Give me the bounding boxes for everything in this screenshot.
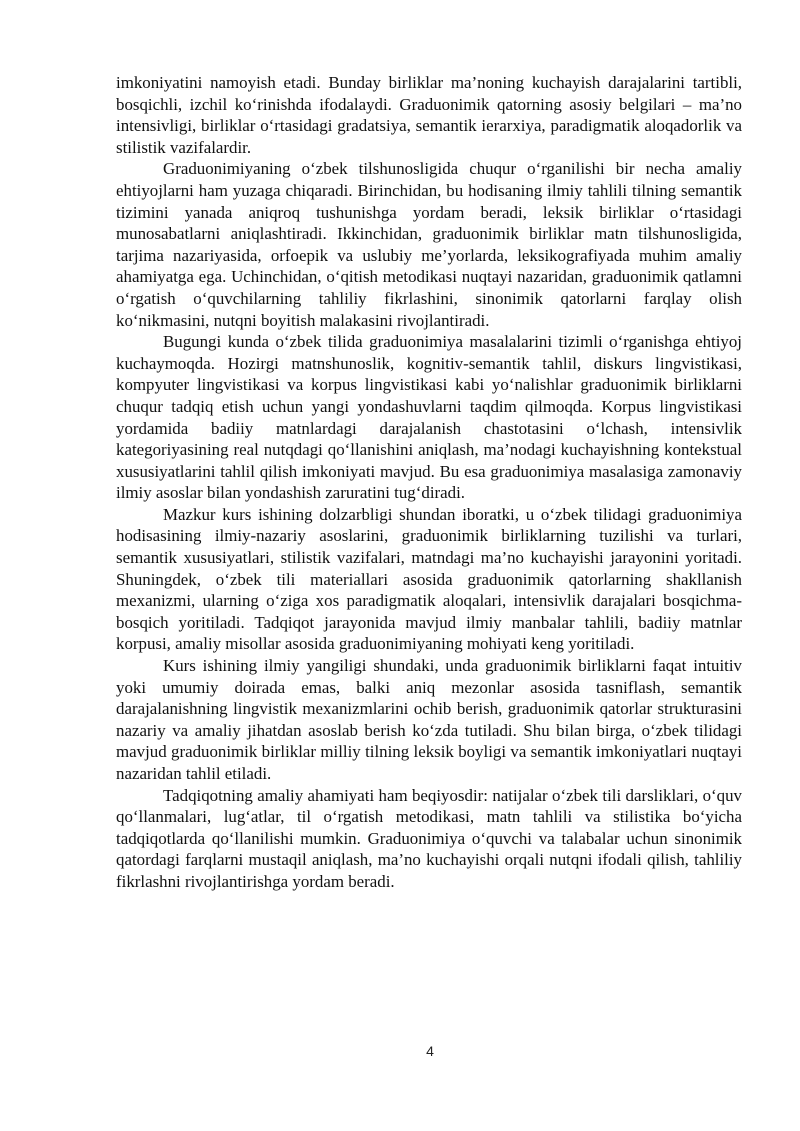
paragraph-continuation: imkoniyatini namoyish etadi. Bunday birliklar ma’noning kuchayish darajalarini tartibli, bosqichli, izchil ko‘rinishda ifodalaydi. Graduonimik qatorning asosiy belgilari – ma’no intensivligi, birliklar o‘rtasidagi gradatsiya, semantik ierarxiya, paradigmatik aloqadorlik va stilistik vazifalardir. xyxy=(116,73,742,157)
body-text xyxy=(116,72,742,893)
paragraph-relevance: Mazkur kurs ishining dolzarbligi shundan iboratki, u o‘zbek tilidagi graduonimiya hodisasining ilmiy-nazariy asoslarini, graduonimik birliklarning tuzilishi va turlari, semantik xususiyatlari, stilistik vazifalari, matndagi ma’no kuchayishi jarayonini yoritadi. Shuningdek, o‘zbek tili materiallari asosida graduonimik qatorlarning shakllanish mexanizmi, ularning o‘ziga xos paradigmatik aloqalari, intensivlik darajalari bosqichma-bosqich yoritiladi. Tadqiqot jarayonida mavjud ilmiy manbalar tahlili, badiiy matnlar korpusi, amaliy misollar asosida graduonimiyaning mohiyati keng yoritiladi. xyxy=(116,504,742,654)
paragraph-practical-significance: Tadqiqotning amaliy ahamiyati ham beqiyosdir: natijalar o‘zbek tili darsliklari, o‘quv qo‘llanmalari, lug‘atlar, til o‘rgatish metodikasi, matn tahlili va stilistika bo‘yicha tadqiqotlarda qo‘llanilishi mumkin. Graduonimiya o‘quvchi va talabalar uchun sinonimik qatordagi farqlarni mustaqil aniqlash, ma’no kuchayishi orqali nutqni ifodali qilish, tahliliy fikrlashni rivojlantirishga yordam beradi. xyxy=(116,785,742,891)
paragraph-scientific-novelty: Kurs ishining ilmiy yangiligi shundaki, unda graduonimik birliklarni faqat intuitiv yoki umumiy doirada emas, balki aniq mezonlar asosida tasniflash, semantik darajalanishning lingvistik mexanizmlarini ochib berish, graduonimik qatorlar strukturasini nazariy va amaliy jihatdan asoslab berish ko‘zda tutiladi. Shu bilan birga, o‘zbek tilidagi mavjud graduonimik birliklar milliy tilning leksik boyligi va semantik imkoniyatlari nuqtayi nazaridan tahlil etiladi. xyxy=(116,656,742,783)
page-number: 4 xyxy=(426,1043,434,1059)
paragraph-practical-needs: Graduonimiyaning o‘zbek tilshunosligida chuqur o‘rganilishi bir necha amaliy ehtiyojlarni ham yuzaga chiqaradi. Birinchidan, bu hodisaning ilmiy tahlili tilning semantik tizimini yanada aniqroq tushunishga yordam beradi, leksik birliklar o‘rtasidagi munosabatlarni aniqlashtiradi. Ikkinchidan, graduonimik birliklar matn tilshunosligida, tarjima nazariyasida, orfoepik va uslubiy me’yorlarda, leksikografiyada muhim amaliy ahamiyatga ega. Uchinchidan, o‘qitish metodikasi nuqtayi nazaridan, graduonimik qatlamni o‘rgatish o‘quvchilarning tahliliy fikrlashini, sinonimik qatorlarni farqlay olish ko‘nikmasini, nutqni boyitish malakasini rivojlantiradi. xyxy=(116,159,742,330)
paragraph-modern-approaches: Bugungi kunda o‘zbek tilida graduonimiya masalalarini tizimli o‘rganishga ehtiyoj kuchaymoqda. Hozirgi matnshunoslik, kognitiv-semantik tahlil, diskurs lingvistikasi, kompyuter lingvistikasi va korpus lingvistikasi kabi yo‘nalishlar graduonimik birliklarni chuqur tadqiq etish uchun yangi yondashuvlarni taqdim qilmoqda. Korpus lingvistikasi yordamida badiiy matnlardagi darajalanish chastotasini o‘lchash, intensivlik kategoriyasining real nutqdagi qo‘llanishini aniqlash, ma’nodagi kuchayishning kontekstual xususiyatlarini tahlil qilish imkoniyati mavjud. Bu esa graduonimiya masalasiga zamonaviy ilmiy asoslar bilan yondashish zaruratini tug‘diradi. xyxy=(116,332,742,503)
